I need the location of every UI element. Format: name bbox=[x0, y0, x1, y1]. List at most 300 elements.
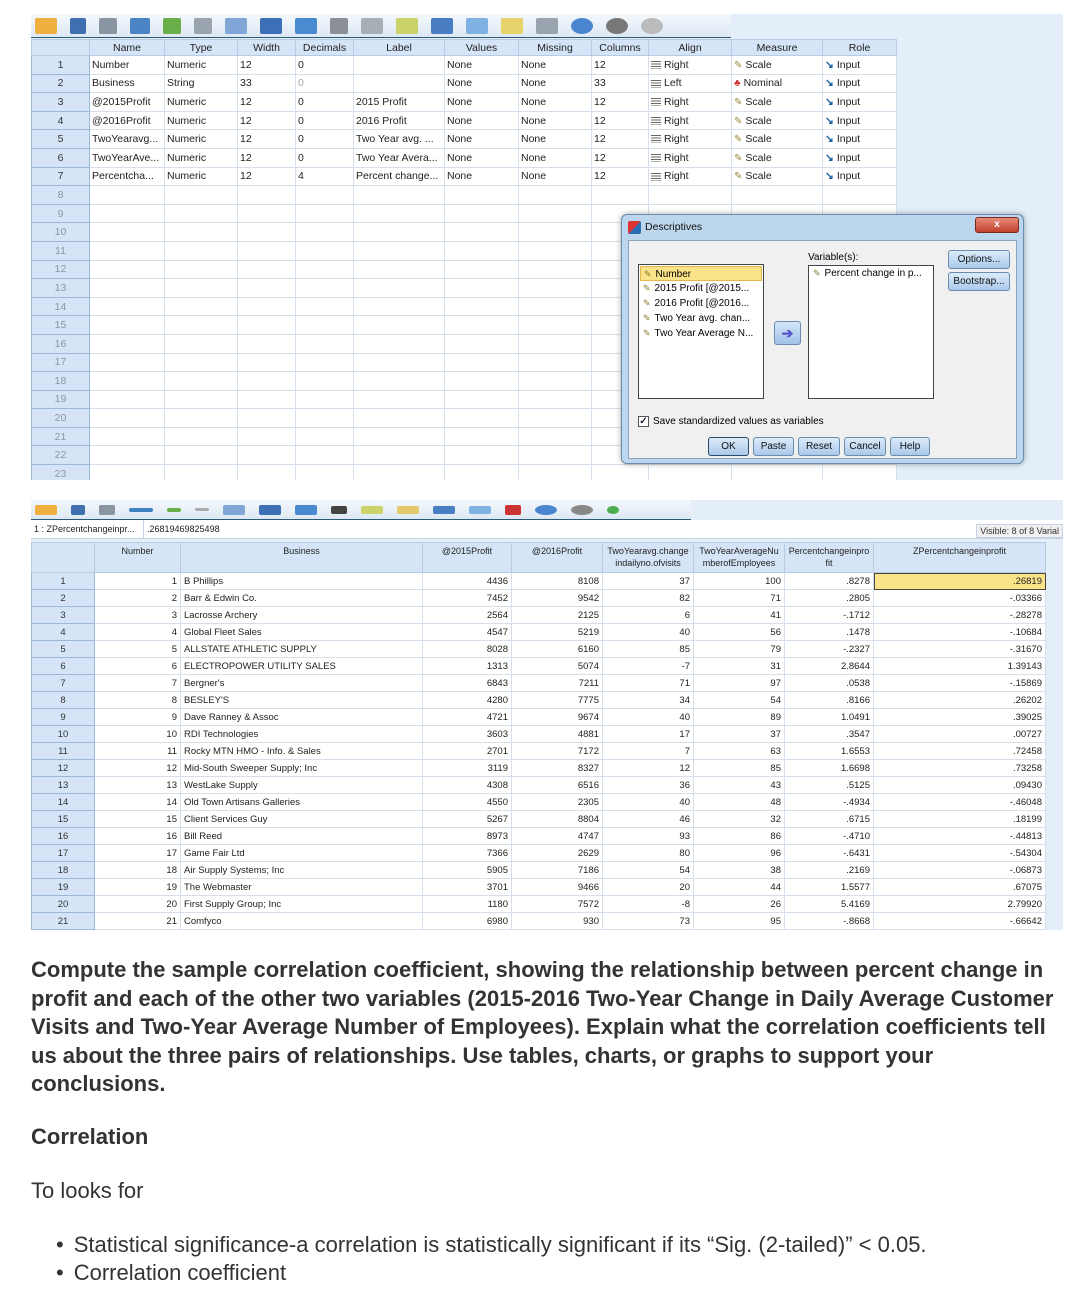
cell-number[interactable]: 9 bbox=[95, 709, 181, 726]
empty-cell[interactable] bbox=[90, 427, 165, 446]
selected-variables-list[interactable] bbox=[808, 265, 934, 399]
cell-percent-change[interactable]: -.4934 bbox=[785, 794, 874, 811]
cell-measure[interactable] bbox=[732, 148, 823, 167]
print-icon[interactable] bbox=[99, 505, 115, 515]
empty-cell[interactable] bbox=[238, 204, 296, 223]
row-header[interactable]: 14 bbox=[32, 297, 90, 316]
row-header[interactable]: 12 bbox=[32, 260, 90, 279]
cell-percent-change[interactable]: 1.6698 bbox=[785, 760, 874, 777]
cell-employees[interactable]: 37 bbox=[694, 726, 785, 743]
empty-cell[interactable] bbox=[519, 409, 592, 428]
row-header[interactable]: 10 bbox=[32, 223, 90, 242]
empty-cell[interactable] bbox=[354, 241, 445, 260]
empty-cell[interactable] bbox=[519, 372, 592, 391]
cell-visits-change[interactable]: 85 bbox=[603, 641, 694, 658]
empty-cell[interactable] bbox=[296, 223, 354, 242]
cell-2016-profit[interactable]: 5219 bbox=[512, 624, 603, 641]
cell-align[interactable] bbox=[649, 93, 732, 112]
empty-cell[interactable] bbox=[90, 204, 165, 223]
print-icon[interactable] bbox=[99, 18, 117, 34]
value-labels-icon[interactable] bbox=[433, 506, 455, 514]
cell-z-percent-change[interactable]: -.31670 bbox=[874, 641, 1046, 658]
empty-cell[interactable] bbox=[90, 334, 165, 353]
empty-cell[interactable] bbox=[165, 260, 238, 279]
empty-cell[interactable] bbox=[165, 353, 238, 372]
cell-values[interactable]: None bbox=[445, 93, 519, 112]
row-header[interactable]: 16 bbox=[32, 334, 90, 353]
cell-business[interactable]: Rocky MTN HMO - Info. & Sales bbox=[181, 743, 423, 760]
col-header-columns[interactable]: Columns bbox=[592, 40, 649, 56]
row-header[interactable]: 16 bbox=[32, 828, 95, 845]
cell-2016-profit[interactable]: 2305 bbox=[512, 794, 603, 811]
cell-visits-change[interactable]: 80 bbox=[603, 845, 694, 862]
row-header[interactable]: 8 bbox=[32, 186, 90, 205]
empty-cell[interactable] bbox=[296, 204, 354, 223]
scripting-icon[interactable] bbox=[607, 506, 619, 514]
cell-width[interactable]: 12 bbox=[238, 148, 296, 167]
cell-percent-change[interactable]: .2805 bbox=[785, 590, 874, 607]
empty-cell[interactable] bbox=[296, 427, 354, 446]
open-folder-icon[interactable] bbox=[35, 505, 57, 515]
cell-visits-change[interactable]: 93 bbox=[603, 828, 694, 845]
save-standardized-checkbox[interactable]: ✓ bbox=[639, 416, 648, 427]
empty-cell[interactable] bbox=[90, 186, 165, 205]
select-cases-icon[interactable] bbox=[396, 18, 418, 34]
empty-cell[interactable] bbox=[90, 297, 165, 316]
cell-employees[interactable]: 48 bbox=[694, 794, 785, 811]
empty-cell[interactable] bbox=[296, 409, 354, 428]
col-header-2016-profit[interactable]: @2016Profit bbox=[512, 543, 603, 573]
empty-cell[interactable] bbox=[165, 223, 238, 242]
cell-visits-change[interactable]: 40 bbox=[603, 709, 694, 726]
cell-business[interactable]: Old Town Artisans Galleries bbox=[181, 794, 423, 811]
empty-cell[interactable] bbox=[90, 390, 165, 409]
empty-cell[interactable] bbox=[165, 186, 238, 205]
cell-2016-profit[interactable]: 7775 bbox=[512, 692, 603, 709]
cell-2015-profit[interactable]: 6980 bbox=[423, 913, 512, 930]
cell-missing[interactable]: None bbox=[519, 148, 592, 167]
row-header[interactable]: 3 bbox=[32, 607, 95, 624]
empty-cell[interactable] bbox=[519, 186, 592, 205]
cell-visits-change[interactable]: 17 bbox=[603, 726, 694, 743]
syntax-icon[interactable] bbox=[606, 18, 628, 34]
syntax-icon[interactable] bbox=[571, 505, 593, 515]
cell-employees[interactable]: 43 bbox=[694, 777, 785, 794]
cell-business[interactable]: Game Fair Ltd bbox=[181, 845, 423, 862]
empty-cell[interactable] bbox=[354, 186, 445, 205]
cell-missing[interactable]: None bbox=[519, 167, 592, 186]
cell-2016-profit[interactable]: 9674 bbox=[512, 709, 603, 726]
recall-dialog-icon[interactable] bbox=[130, 18, 150, 34]
cell-visits-change[interactable]: 46 bbox=[603, 811, 694, 828]
empty-cell[interactable] bbox=[296, 279, 354, 298]
cell-employees[interactable]: 96 bbox=[694, 845, 785, 862]
cell-name[interactable]: TwoYearavg... bbox=[90, 130, 165, 149]
custom-tables-icon[interactable] bbox=[571, 18, 593, 34]
cell-visits-change[interactable]: 20 bbox=[603, 879, 694, 896]
empty-cell[interactable] bbox=[90, 316, 165, 335]
empty-cell[interactable] bbox=[165, 316, 238, 335]
cell-type[interactable]: Numeric bbox=[165, 148, 238, 167]
cell-percent-change[interactable]: -.2327 bbox=[785, 641, 874, 658]
cell-employees[interactable]: 41 bbox=[694, 607, 785, 624]
empty-cell[interactable] bbox=[519, 446, 592, 465]
cell-number[interactable]: 8 bbox=[95, 692, 181, 709]
empty-cell[interactable] bbox=[238, 186, 296, 205]
cell-percent-change[interactable]: 1.5577 bbox=[785, 879, 874, 896]
cell-z-percent-change[interactable]: -.15869 bbox=[874, 675, 1046, 692]
cell-label[interactable]: 2016 Profit bbox=[354, 111, 445, 130]
cell-2015-profit[interactable]: 4547 bbox=[423, 624, 512, 641]
custom-tables-icon[interactable] bbox=[535, 505, 557, 515]
cell-visits-change[interactable]: 71 bbox=[603, 675, 694, 692]
empty-cell[interactable] bbox=[445, 241, 519, 260]
cell-decimals[interactable]: 0 bbox=[296, 56, 354, 75]
empty-cell[interactable] bbox=[732, 186, 823, 205]
cell-employees[interactable]: 97 bbox=[694, 675, 785, 692]
empty-cell[interactable] bbox=[445, 390, 519, 409]
row-header[interactable]: 7 bbox=[32, 675, 95, 692]
empty-cell[interactable] bbox=[823, 465, 897, 480]
empty-cell[interactable] bbox=[90, 241, 165, 260]
empty-cell[interactable] bbox=[296, 353, 354, 372]
empty-cell[interactable] bbox=[445, 223, 519, 242]
empty-cell[interactable] bbox=[165, 446, 238, 465]
empty-cell[interactable] bbox=[519, 223, 592, 242]
col-header-type[interactable]: Type bbox=[165, 40, 238, 56]
cell-number[interactable]: 2 bbox=[95, 590, 181, 607]
cell-columns[interactable]: 12 bbox=[592, 56, 649, 75]
cell-values[interactable]: None bbox=[445, 148, 519, 167]
empty-cell[interactable] bbox=[90, 279, 165, 298]
empty-cell[interactable] bbox=[165, 241, 238, 260]
cell-z-percent-change[interactable]: .00727 bbox=[874, 726, 1046, 743]
cell-type[interactable]: Numeric bbox=[165, 93, 238, 112]
cell-role[interactable] bbox=[823, 111, 897, 130]
undo-icon[interactable] bbox=[167, 508, 181, 512]
empty-cell[interactable] bbox=[238, 390, 296, 409]
empty-cell[interactable] bbox=[296, 465, 354, 480]
cell-name[interactable]: Number bbox=[90, 56, 165, 75]
empty-cell[interactable] bbox=[296, 260, 354, 279]
cell-employees[interactable]: 71 bbox=[694, 590, 785, 607]
empty-cell[interactable] bbox=[354, 409, 445, 428]
cell-number[interactable]: 16 bbox=[95, 828, 181, 845]
cell-employees[interactable]: 95 bbox=[694, 913, 785, 930]
row-header[interactable]: 18 bbox=[32, 372, 90, 391]
cell-type[interactable]: Numeric bbox=[165, 56, 238, 75]
cell-decimals[interactable]: 0 bbox=[296, 111, 354, 130]
row-header[interactable]: 4 bbox=[32, 111, 90, 130]
cell-2015-profit[interactable]: 1313 bbox=[423, 658, 512, 675]
cell-2015-profit[interactable]: 4721 bbox=[423, 709, 512, 726]
cell-visits-change[interactable]: -8 bbox=[603, 896, 694, 913]
empty-cell[interactable] bbox=[445, 372, 519, 391]
empty-cell[interactable] bbox=[354, 353, 445, 372]
cell-2016-profit[interactable]: 4881 bbox=[512, 726, 603, 743]
row-header[interactable]: 9 bbox=[32, 204, 90, 223]
corner-cell[interactable] bbox=[32, 40, 90, 56]
cell-business[interactable]: ALLSTATE ATHLETIC SUPPLY bbox=[181, 641, 423, 658]
cell-width[interactable]: 12 bbox=[238, 56, 296, 75]
cell-z-percent-change[interactable]: -.66642 bbox=[874, 913, 1046, 930]
cell-name[interactable]: @2016Profit bbox=[90, 111, 165, 130]
col-header-values[interactable]: Values bbox=[445, 40, 519, 56]
col-header-percent-change[interactable]: Percentchangeinpro fit bbox=[785, 543, 874, 573]
cell-name[interactable]: TwoYearAve... bbox=[90, 148, 165, 167]
cell-values[interactable]: None bbox=[445, 130, 519, 149]
row-header[interactable]: 8 bbox=[32, 692, 95, 709]
cell-visits-change[interactable]: 36 bbox=[603, 777, 694, 794]
cell-align[interactable] bbox=[649, 167, 732, 186]
cell-type[interactable]: Numeric bbox=[165, 167, 238, 186]
empty-cell[interactable] bbox=[519, 316, 592, 335]
list-item[interactable] bbox=[640, 326, 762, 341]
col-header-decimals[interactable]: Decimals bbox=[296, 40, 354, 56]
empty-cell[interactable] bbox=[445, 316, 519, 335]
cell-visits-change[interactable]: 82 bbox=[603, 590, 694, 607]
empty-cell[interactable] bbox=[445, 279, 519, 298]
col-header-role[interactable]: Role bbox=[823, 40, 897, 56]
cell-2016-profit[interactable]: 8327 bbox=[512, 760, 603, 777]
empty-cell[interactable] bbox=[90, 446, 165, 465]
cell-employees[interactable]: 26 bbox=[694, 896, 785, 913]
show-all-variables-icon[interactable] bbox=[505, 505, 521, 515]
empty-cell[interactable] bbox=[296, 316, 354, 335]
cell-role[interactable] bbox=[823, 56, 897, 75]
show-all-variables-icon[interactable] bbox=[501, 18, 523, 34]
row-header[interactable]: 17 bbox=[32, 353, 90, 372]
cell-type[interactable]: Numeric bbox=[165, 130, 238, 149]
cell-employees[interactable]: 85 bbox=[694, 760, 785, 777]
insert-cases-icon[interactable] bbox=[259, 505, 281, 515]
row-header[interactable]: 2 bbox=[32, 590, 95, 607]
row-header[interactable]: 7 bbox=[32, 167, 90, 186]
empty-cell[interactable] bbox=[519, 334, 592, 353]
cell-decimals[interactable]: 0 bbox=[296, 148, 354, 167]
cell-columns[interactable]: 12 bbox=[592, 130, 649, 149]
cell-number[interactable]: 10 bbox=[95, 726, 181, 743]
cell-business[interactable]: Global Fleet Sales bbox=[181, 624, 423, 641]
move-to-variables-button[interactable] bbox=[774, 321, 801, 345]
cell-number[interactable]: 19 bbox=[95, 879, 181, 896]
cell-percent-change[interactable]: .6715 bbox=[785, 811, 874, 828]
cell-align[interactable] bbox=[649, 56, 732, 75]
row-header[interactable]: 9 bbox=[32, 709, 95, 726]
empty-cell[interactable] bbox=[354, 297, 445, 316]
cell-number[interactable]: 12 bbox=[95, 760, 181, 777]
row-header[interactable]: 20 bbox=[32, 896, 95, 913]
cell-decimals[interactable]: 0 bbox=[296, 130, 354, 149]
empty-cell[interactable] bbox=[354, 372, 445, 391]
insert-cases-icon[interactable] bbox=[260, 18, 282, 34]
row-header[interactable]: 13 bbox=[32, 777, 95, 794]
empty-cell[interactable] bbox=[165, 297, 238, 316]
bootstrap-button[interactable]: Bootstrap... bbox=[948, 272, 1010, 291]
empty-cell[interactable] bbox=[296, 390, 354, 409]
cell-z-percent-change[interactable]: 1.39143 bbox=[874, 658, 1046, 675]
empty-cell[interactable] bbox=[445, 427, 519, 446]
row-header[interactable]: 2 bbox=[32, 74, 90, 93]
cell-name[interactable]: Percentcha... bbox=[90, 167, 165, 186]
cell-2016-profit[interactable]: 8108 bbox=[512, 573, 603, 590]
cell-2015-profit[interactable]: 8973 bbox=[423, 828, 512, 845]
col-header-2015-profit[interactable]: @2015Profit bbox=[423, 543, 512, 573]
cell-visits-change[interactable]: 40 bbox=[603, 794, 694, 811]
cell-visits-change[interactable]: 34 bbox=[603, 692, 694, 709]
cell-number[interactable]: 4 bbox=[95, 624, 181, 641]
save-icon[interactable] bbox=[71, 505, 85, 515]
empty-cell[interactable] bbox=[165, 390, 238, 409]
cell-label[interactable]: 2015 Profit bbox=[354, 93, 445, 112]
cancel-button[interactable]: Cancel bbox=[844, 437, 886, 456]
cell-number[interactable]: 17 bbox=[95, 845, 181, 862]
cell-2016-profit[interactable]: 8804 bbox=[512, 811, 603, 828]
cell-business[interactable]: ELECTROPOWER UTILITY SALES bbox=[181, 658, 423, 675]
cell-percent-change[interactable]: .3547 bbox=[785, 726, 874, 743]
cell-business[interactable]: Dave Ranney & Assoc bbox=[181, 709, 423, 726]
col-header-employees[interactable]: TwoYearAverageNu mberofEmployees bbox=[694, 543, 785, 573]
cell-measure[interactable] bbox=[732, 167, 823, 186]
cell-visits-change[interactable]: 37 bbox=[603, 573, 694, 590]
cell-business[interactable]: Client Services Guy bbox=[181, 811, 423, 828]
cell-align[interactable] bbox=[649, 74, 732, 93]
row-header[interactable]: 19 bbox=[32, 879, 95, 896]
row-header[interactable]: 15 bbox=[32, 316, 90, 335]
cell-2015-profit[interactable]: 7452 bbox=[423, 590, 512, 607]
cell-z-percent-change[interactable]: -.28278 bbox=[874, 607, 1046, 624]
cell-z-percent-change[interactable]: -.46048 bbox=[874, 794, 1046, 811]
empty-cell[interactable] bbox=[519, 279, 592, 298]
empty-cell[interactable] bbox=[354, 223, 445, 242]
empty-cell[interactable] bbox=[296, 334, 354, 353]
empty-cell[interactable] bbox=[165, 204, 238, 223]
insert-variable-icon[interactable] bbox=[295, 505, 317, 515]
empty-cell[interactable] bbox=[296, 186, 354, 205]
empty-cell[interactable] bbox=[445, 409, 519, 428]
close-button[interactable]: x bbox=[975, 217, 1019, 233]
cell-2015-profit[interactable]: 1180 bbox=[423, 896, 512, 913]
goto-case-icon[interactable] bbox=[225, 18, 247, 34]
cell-decimals[interactable]: 4 bbox=[296, 167, 354, 186]
cell-2016-profit[interactable]: 7211 bbox=[512, 675, 603, 692]
cell-percent-change[interactable]: 1.0491 bbox=[785, 709, 874, 726]
value-labels-icon[interactable] bbox=[431, 18, 453, 34]
cell-2016-profit[interactable]: 4747 bbox=[512, 828, 603, 845]
empty-cell[interactable] bbox=[519, 241, 592, 260]
cell-percent-change[interactable]: .1478 bbox=[785, 624, 874, 641]
row-header[interactable]: 13 bbox=[32, 279, 90, 298]
cell-width[interactable]: 12 bbox=[238, 167, 296, 186]
dialog-titlebar[interactable] bbox=[622, 215, 1023, 239]
row-header[interactable]: 17 bbox=[32, 845, 95, 862]
cell-business[interactable]: Lacrosse Archery bbox=[181, 607, 423, 624]
cell-z-percent-change[interactable]: .26202 bbox=[874, 692, 1046, 709]
cell-percent-change[interactable]: 5.4169 bbox=[785, 896, 874, 913]
spell-check-icon[interactable] bbox=[536, 18, 558, 34]
cell-employees[interactable]: 54 bbox=[694, 692, 785, 709]
empty-cell[interactable] bbox=[296, 241, 354, 260]
cell-align[interactable] bbox=[649, 130, 732, 149]
cell-z-percent-change[interactable]: .67075 bbox=[874, 879, 1046, 896]
cell-percent-change[interactable]: .8278 bbox=[785, 573, 874, 590]
empty-cell[interactable] bbox=[519, 390, 592, 409]
cell-z-percent-change[interactable]: -.03366 bbox=[874, 590, 1046, 607]
cell-z-percent-change[interactable]: .72458 bbox=[874, 743, 1046, 760]
cell-decimals[interactable]: 0 bbox=[296, 93, 354, 112]
insert-variable-icon[interactable] bbox=[295, 18, 317, 34]
cell-label[interactable] bbox=[354, 56, 445, 75]
cell-missing[interactable]: None bbox=[519, 56, 592, 75]
cell-employees[interactable]: 32 bbox=[694, 811, 785, 828]
cell-number[interactable]: 18 bbox=[95, 862, 181, 879]
empty-cell[interactable] bbox=[445, 465, 519, 480]
row-header[interactable]: 3 bbox=[32, 93, 90, 112]
split-file-icon[interactable] bbox=[331, 506, 347, 514]
empty-cell[interactable] bbox=[90, 409, 165, 428]
cell-number[interactable]: 5 bbox=[95, 641, 181, 658]
cell-columns[interactable]: 12 bbox=[592, 167, 649, 186]
empty-cell[interactable] bbox=[519, 353, 592, 372]
row-header[interactable]: 11 bbox=[32, 241, 90, 260]
empty-cell[interactable] bbox=[238, 297, 296, 316]
cell-label[interactable]: Two Year avg. ... bbox=[354, 130, 445, 149]
cell-z-percent-change[interactable]: .18199 bbox=[874, 811, 1046, 828]
cell-percent-change[interactable]: .5125 bbox=[785, 777, 874, 794]
cell-2015-profit[interactable]: 5267 bbox=[423, 811, 512, 828]
empty-cell[interactable] bbox=[519, 297, 592, 316]
cell-business[interactable]: Comfyco bbox=[181, 913, 423, 930]
cell-role[interactable] bbox=[823, 93, 897, 112]
cell-visits-change[interactable]: -7 bbox=[603, 658, 694, 675]
cell-employees[interactable]: 63 bbox=[694, 743, 785, 760]
use-sets-icon[interactable] bbox=[469, 506, 491, 514]
cell-employees[interactable]: 56 bbox=[694, 624, 785, 641]
list-item[interactable] bbox=[640, 281, 762, 296]
cell-business[interactable]: Mid-South Sweeper Supply; Inc bbox=[181, 760, 423, 777]
empty-cell[interactable] bbox=[445, 353, 519, 372]
cell-employees[interactable]: 38 bbox=[694, 862, 785, 879]
open-folder-icon[interactable] bbox=[35, 18, 57, 34]
undo-icon[interactable] bbox=[163, 18, 181, 34]
empty-cell[interactable] bbox=[445, 260, 519, 279]
cell-2016-profit[interactable]: 6160 bbox=[512, 641, 603, 658]
empty-cell[interactable] bbox=[519, 465, 592, 480]
empty-cell[interactable] bbox=[238, 409, 296, 428]
cell-percent-change[interactable]: 1.6553 bbox=[785, 743, 874, 760]
empty-cell[interactable] bbox=[354, 427, 445, 446]
use-sets-icon[interactable] bbox=[466, 18, 488, 34]
empty-cell[interactable] bbox=[90, 465, 165, 480]
cell-values[interactable]: None bbox=[445, 56, 519, 75]
empty-cell[interactable] bbox=[90, 260, 165, 279]
empty-cell[interactable] bbox=[445, 204, 519, 223]
cell-label[interactable] bbox=[354, 74, 445, 93]
empty-cell[interactable] bbox=[592, 465, 649, 480]
cell-z-percent-change[interactable]: .26819 bbox=[874, 573, 1046, 590]
split-file-icon[interactable] bbox=[330, 18, 348, 34]
row-header[interactable]: 20 bbox=[32, 409, 90, 428]
cell-2016-profit[interactable]: 5074 bbox=[512, 658, 603, 675]
cell-values[interactable]: None bbox=[445, 167, 519, 186]
cell-number[interactable]: 13 bbox=[95, 777, 181, 794]
row-header[interactable]: 22 bbox=[32, 446, 90, 465]
row-header[interactable]: 6 bbox=[32, 148, 90, 167]
cell-2016-profit[interactable]: 9542 bbox=[512, 590, 603, 607]
cell-business[interactable]: B Phillips bbox=[181, 573, 423, 590]
cell-role[interactable] bbox=[823, 74, 897, 93]
col-header-business[interactable]: Business bbox=[181, 543, 423, 573]
